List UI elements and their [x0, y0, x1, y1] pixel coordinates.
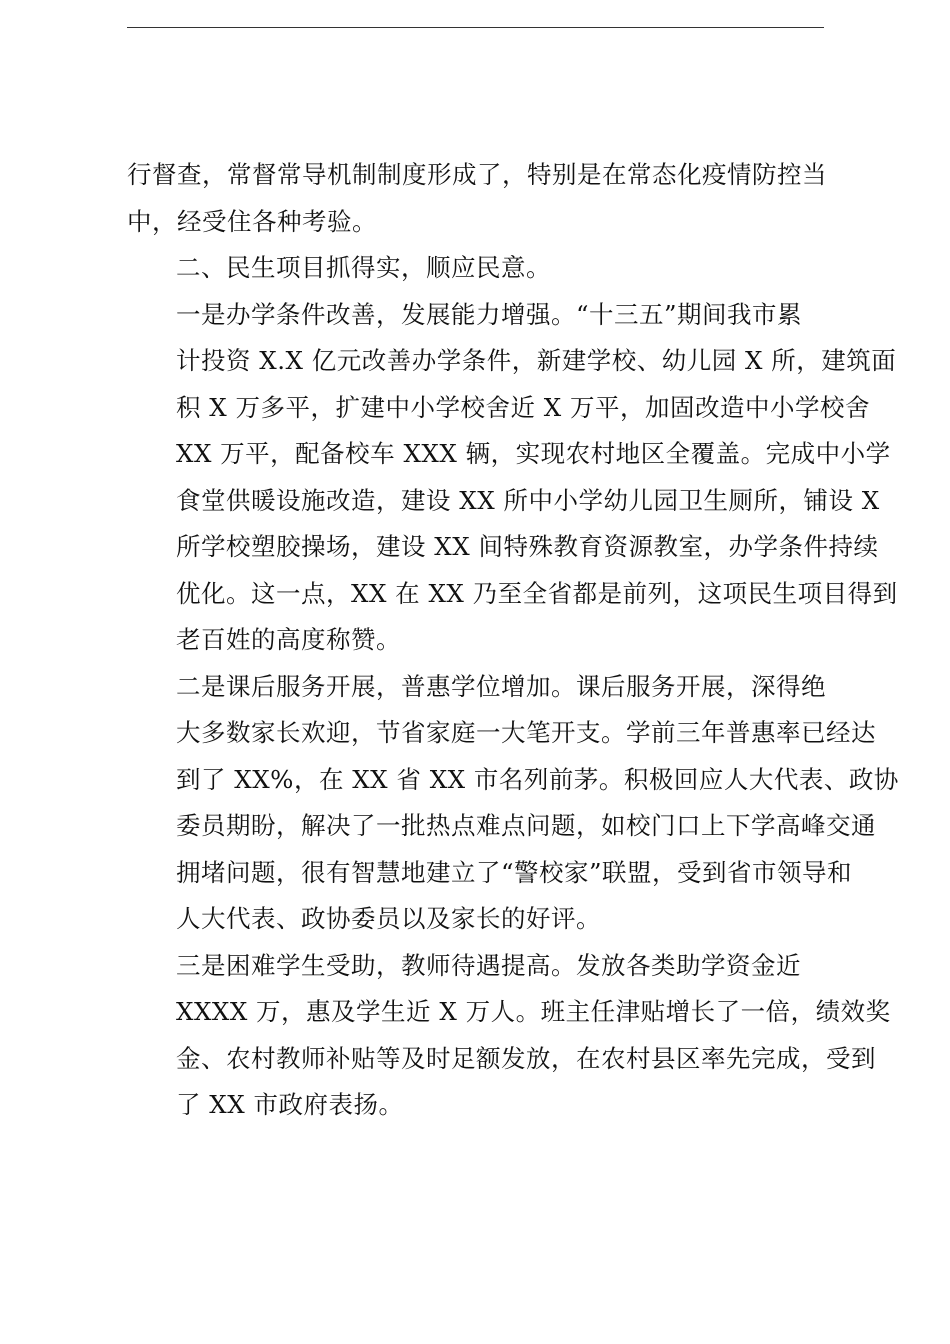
text-line: 食堂供暖设施改造，建设 XX 所中小学幼儿园卫生厕所，铺设 X	[176, 485, 880, 515]
paragraph-point-three	[127, 943, 891, 1129]
text-line: 拥堵问题，很有智慧地建立了“警校家”联盟，受到省市领导和	[176, 857, 853, 887]
text-line: 大多数家长欢迎，节省家庭一大笔开支。学前三年普惠率已经达	[176, 718, 876, 747]
text-line: XXXX 万，惠及学生近 X 万人。班主任津贴增长了一倍，绩效奖	[176, 997, 891, 1026]
text-line: XX 万平，配备校车 XXX 辆，实现农村地区全覆盖。完成中小学	[176, 439, 891, 468]
text-line: 三是困难学生受助，教师待遇提高。发放各类助学资金近	[176, 950, 801, 980]
paragraph-continuation	[127, 152, 827, 245]
section-heading	[127, 245, 824, 292]
text-line: 一是办学条件改善，发展能力增强。“十三五”期间我市累	[176, 299, 803, 329]
text-line: 委员期盼，解决了一批热点难点问题，如校门口上下学高峰交通	[176, 811, 876, 840]
text-line: 老百姓的高度称赞。	[176, 625, 401, 654]
text-line: 中，经受住各种考验。	[127, 206, 377, 236]
paragraph-point-one	[127, 292, 898, 664]
text-line: 行督查，常督常导机制制度形成了，特别是在常态化疫情防控当	[127, 160, 827, 189]
text-line: 二、民生项目抓得实，顺应民意。	[176, 253, 551, 282]
text-line: 计投资 X.X 亿元改善办学条件，新建学校、幼儿园 X 所，建筑面	[176, 346, 897, 375]
text-line: 二是课后服务开展，普惠学位增加。课后服务开展，深得绝	[176, 671, 826, 701]
header-rule	[127, 27, 824, 28]
text-line: 积 X 万多平，扩建中小学校舍近 X 万平，加固改造中小学校舍	[176, 392, 871, 422]
text-line: 金、农村教师补贴等及时足额发放，在农村县区率先完成，受到	[176, 1043, 876, 1073]
text-line: 到了 XX%，在 XX 省 XX 市名列前茅。积极回应人大代表、政协	[176, 764, 899, 794]
text-line: 了 XX 市政府表扬。	[176, 1090, 404, 1119]
text-line: 所学校塑胶操场，建设 XX 间特殊教育资源教室，办学条件持续	[176, 532, 879, 561]
document-body	[127, 152, 899, 1129]
paragraph-point-two	[127, 664, 899, 943]
text-line: 优化。这一点，XX 在 XX 乃至全省都是前列，这项民生项目得到	[176, 578, 898, 608]
text-line: 人大代表、政协委员以及家长的好评。	[176, 904, 601, 933]
